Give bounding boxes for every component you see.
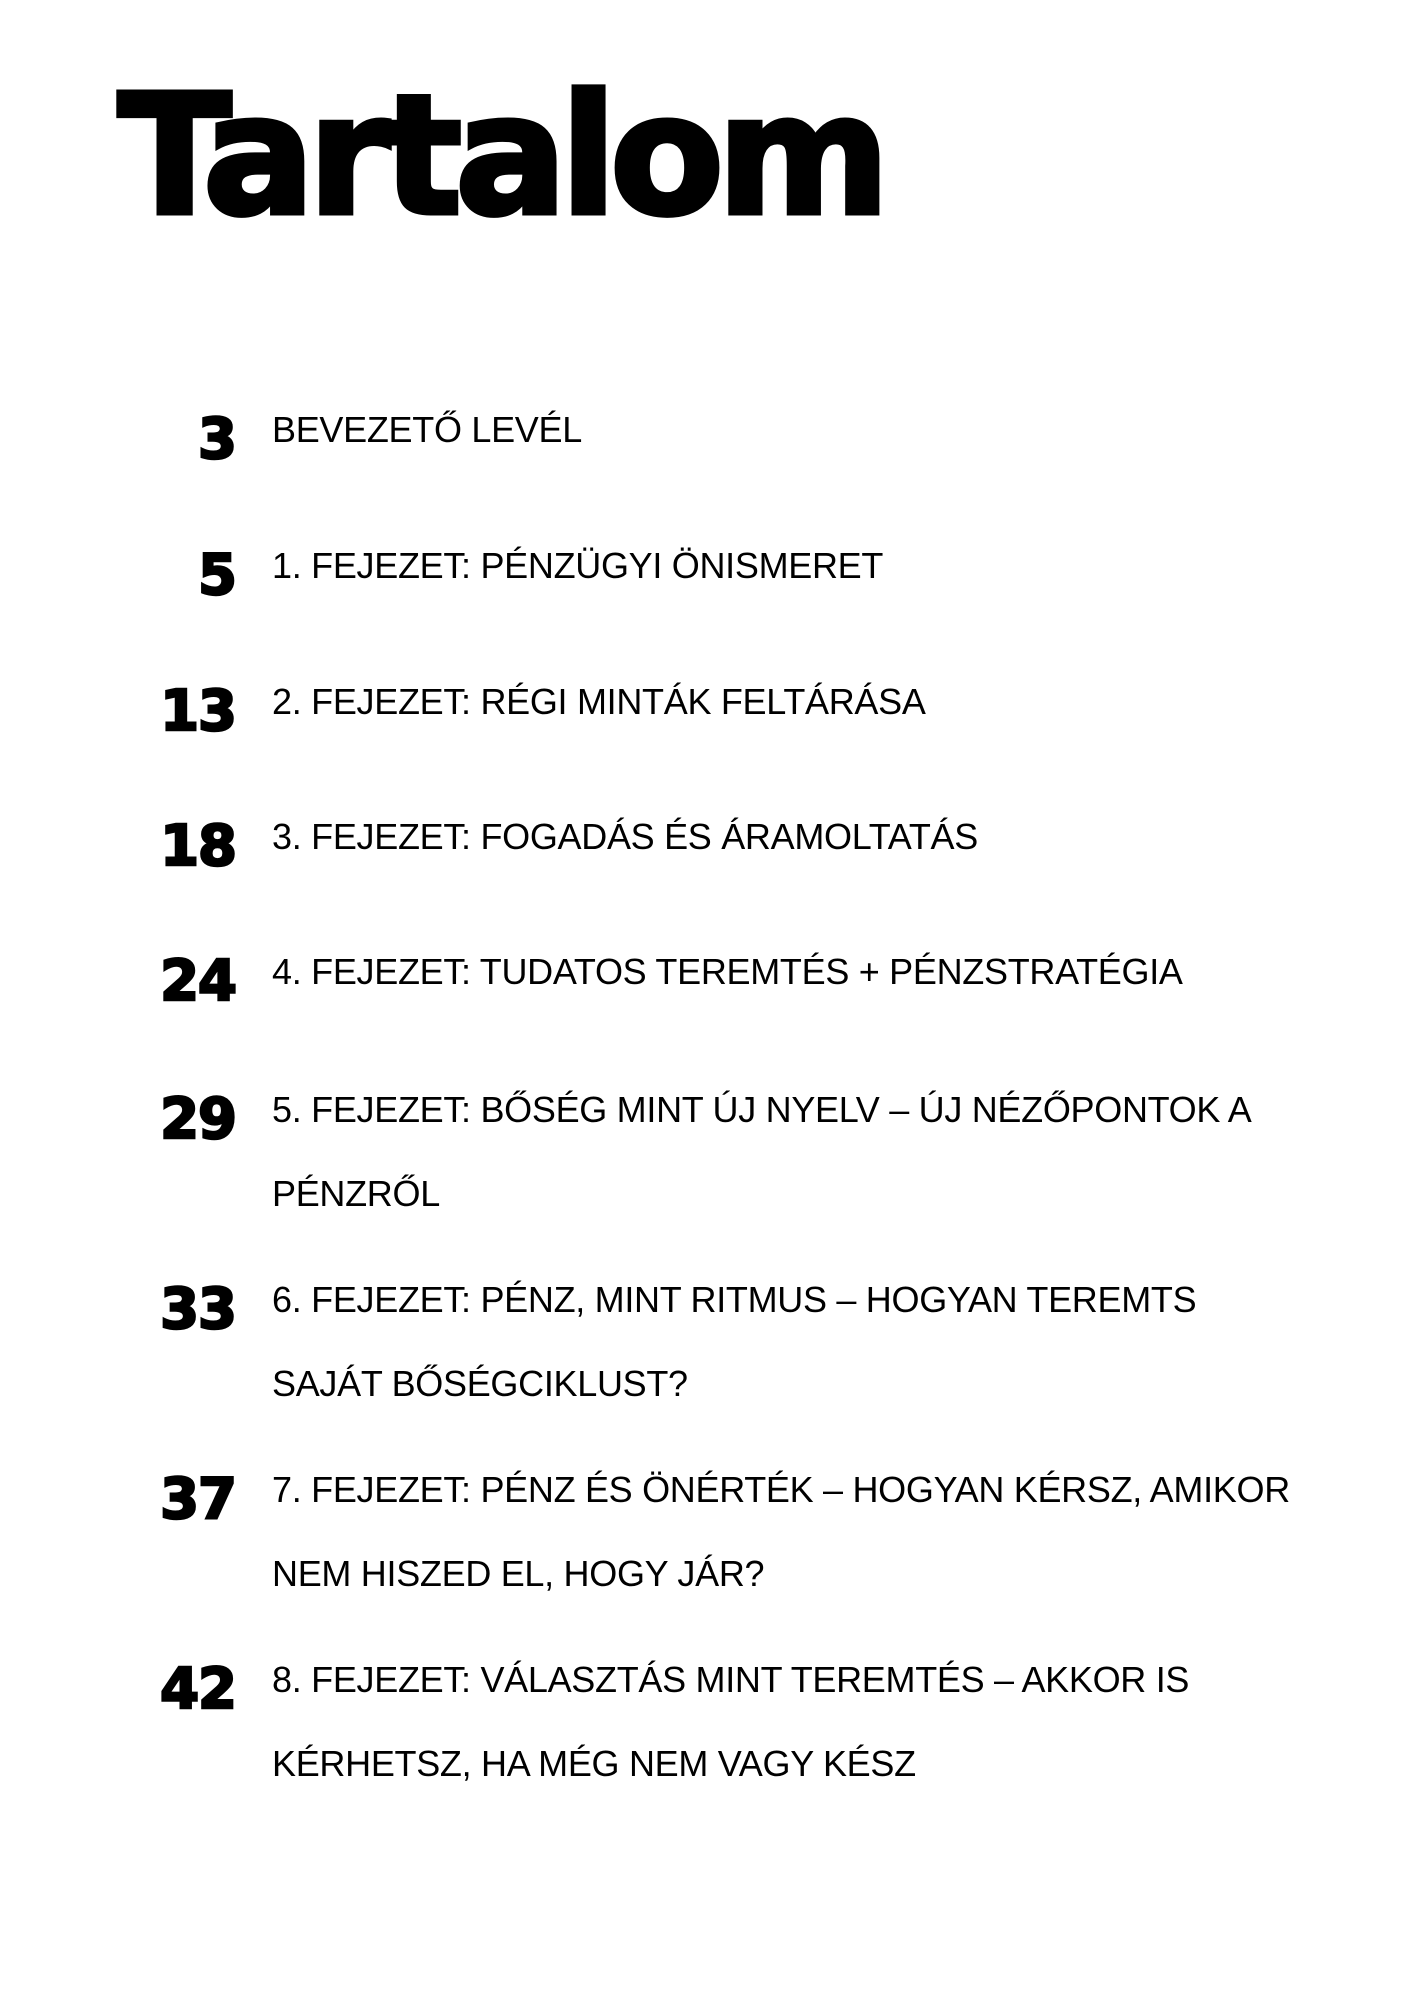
toc-entry-title: 6. FEJEZET: PÉNZ, MINT RITMUS – HOGYAN TEREMTS SAJÁT BŐSÉGCIKLUST? [272, 1279, 1197, 1404]
toc-entry-title: 5. FEJEZET: BŐSÉG MINT ÚJ NYELV – ÚJ NÉZŐPONTOK A PÉNZRŐL [272, 1089, 1250, 1214]
toc-page-number: 24 [160, 949, 236, 1014]
toc-page-number: 5 [198, 543, 236, 608]
toc-page-number: 37 [160, 1467, 236, 1532]
toc-entry-title: 1. FEJEZET: PÉNZÜGYI ÖNISMERET [272, 545, 884, 586]
toc-page-number: 18 [160, 814, 236, 879]
toc-entry-title: 4. FEJEZET: TUDATOS TEREMTÉS + PÉNZSTRATÉGIA [272, 951, 1183, 992]
toc-entry-title: BEVEZETŐ LEVÉL [272, 409, 582, 450]
toc-entry-title: 2. FEJEZET: RÉGI MINTÁK FELTÁRÁSA [272, 681, 926, 722]
toc-page-number: 3 [198, 407, 236, 472]
toc-entry-title: 7. FEJEZET: PÉNZ ÉS ÖNÉRTÉK – HOGYAN KÉRSZ, AMIKOR NEM HISZED EL, HOGY JÁR? [272, 1469, 1290, 1594]
toc-page-number: 42 [160, 1657, 236, 1722]
toc-page-number: 29 [160, 1087, 236, 1152]
toc-page-number: 33 [160, 1277, 236, 1342]
toc-page-number: 13 [160, 679, 236, 744]
page-title: Tartalom [118, 60, 884, 253]
toc-entry-title: 3. FEJEZET: FOGADÁS ÉS ÁRAMOLTATÁS [272, 816, 978, 857]
toc-entry-title: 8. FEJEZET: VÁLASZTÁS MINT TEREMTÉS – AKKOR IS KÉRHETSZ, HA MÉG NEM VAGY KÉSZ [272, 1659, 1190, 1784]
